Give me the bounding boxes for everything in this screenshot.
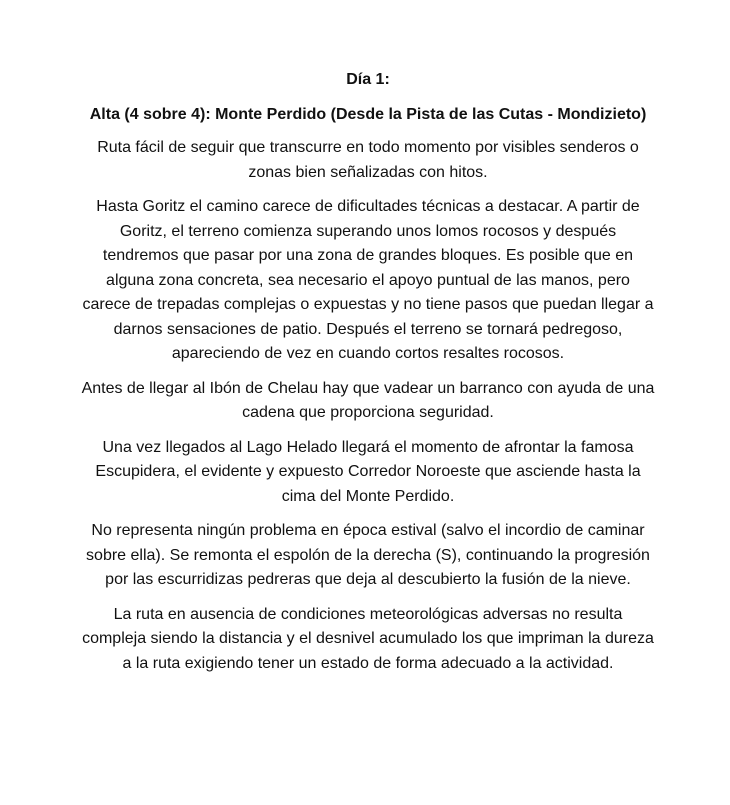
route-title: Alta (4 sobre 4): Monte Perdido (Desde la Pista de las Cutas - Mondizieto): [89, 105, 647, 123]
day-heading: Día 1:: [346, 71, 390, 88]
paragraph-ibon-chelau: Antes de llegar al Ibón de Chelau hay que vadear un barranco con ayuda de una cadena que proporciona seguridad.: [81, 379, 655, 421]
document-body: [80, 68, 656, 686]
paragraph-difficulty-summary: La ruta en ausencia de condiciones meteorológicas adversas no resulta compleja siendo la distancia y el desnivel acumulado los que impriman la dureza a la ruta exigiendo tener un estado de forma adecuado a la actividad.: [82, 605, 654, 672]
paragraph-lago-helado: Una vez llegados al Lago Helado llegará el momento de afrontar la famosa Escupidera, el evidente y expuesto Corredor Noroeste que asciende hasta la cima del Monte Perdido.: [95, 438, 641, 505]
paragraph-summer-conditions: No representa ningún problema en época estival (salvo el incordio de caminar sobre ella). Se remonta el espolón de la derecha (S), continuando la progresión por las escurridizas pedreras que deja al descubierto la fusión de la nieve.: [86, 522, 650, 588]
paragraph-goritz-section: Hasta Goritz el camino carece de dificultades técnicas a destacar. A partir de Goritz, el terreno comienza superando unos lomos rocosos y después tendremos que pasar por una zona de grandes bloques. Es posible que en alguna zona concreta, sea necesario el apoyo puntual de las manos, pero carece de trepadas complejas o expuestas y no tiene pasos que puedan llegar a darnos sensaciones de patio. Después el terreno se tornará pedregoso, apareciendo de vez en cuando cortos resaltes rocosos.: [82, 198, 654, 362]
paragraph-route-overview: Ruta fácil de seguir que transcurre en todo momento por visibles senderos o zonas bien señalizadas con hitos.: [97, 139, 639, 181]
